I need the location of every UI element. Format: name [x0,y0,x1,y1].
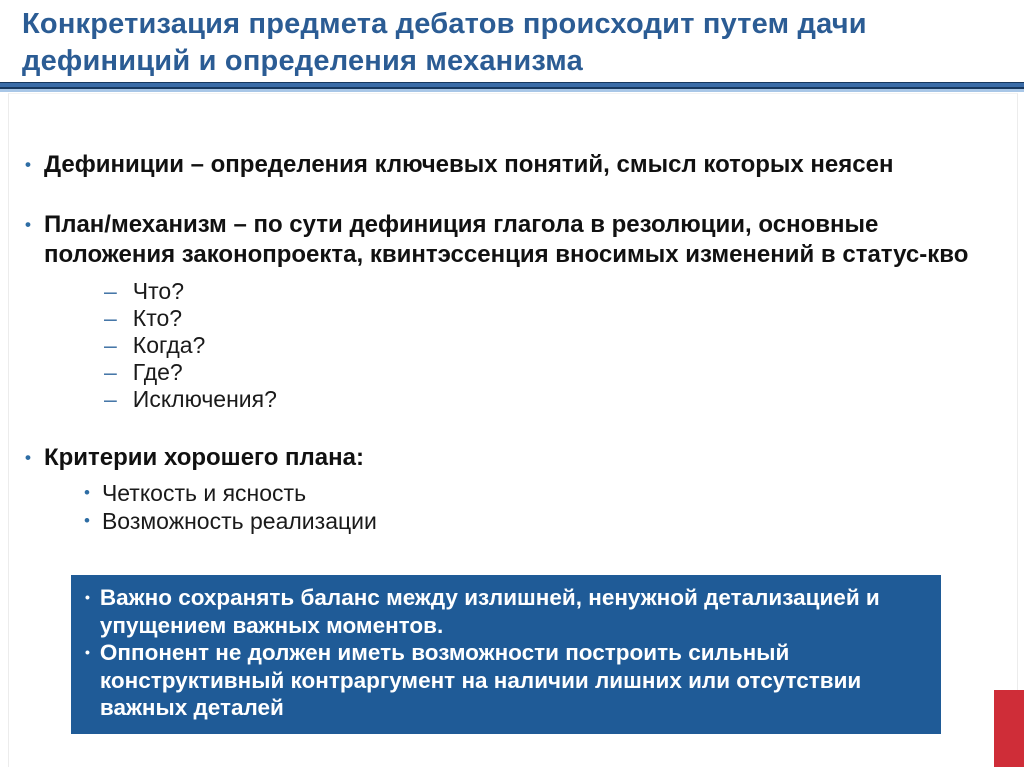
red-accent-bar [994,690,1024,767]
dash-item-text: Кто? [132,305,183,331]
bullet-item [25,210,987,270]
bullet-icon: • [25,155,31,174]
dash-icon: – [104,359,117,385]
bullet-item [25,443,987,473]
dash-list [104,278,1017,413]
dash-item-text: Где? [132,359,183,385]
bullet-item [25,150,987,180]
dash-item [104,305,1017,332]
bullet-text: План/механизм – по сути дефиниция глагола в резолюции, основные положения законопроекта, квинтэссенция вносимых изменений в статус-кво [43,211,969,268]
dash-item-text: Когда? [132,332,206,358]
slide-title: Конкретизация предмета дебатов происходит путем дачи дефиниций и определения механизма [22,8,867,77]
bullet-icon: • [84,511,90,530]
callout-text: Оппонент не должен иметь возможности построить сильный конструктивный контраргумент на наличии лишних или отсутствии важных деталей [99,640,862,720]
dash-item [104,278,1017,305]
bullet-text: Дефиниции – определения ключевых понятий, смысл которых неясен [43,151,894,178]
sub-bullet-item [84,479,1017,507]
dash-item [104,332,1017,359]
bullet-icon: • [85,644,90,660]
dash-icon: – [104,278,117,304]
bullet-text: Критерии хорошего плана: [43,444,364,471]
dash-item [104,386,1017,413]
sub-bullet-text: Возможность реализации [101,508,377,534]
dash-icon: – [104,386,117,412]
callout-item [85,639,917,722]
callout-text: Важно сохранять баланс между излишней, ненужной детализацией и упущением важных моментов. [99,585,880,638]
bullet-icon: • [25,215,31,234]
callout-item [85,584,917,639]
slide-body [8,93,1018,767]
callout-box [71,575,941,734]
bullet-icon: • [84,483,90,502]
dash-item-text: Что? [132,278,184,304]
dash-item [104,359,1017,386]
sub-bullet-list [84,479,1017,535]
dash-icon: – [104,305,117,331]
sub-bullet-text: Четкость и ясность [101,480,307,506]
bullet-icon: • [25,448,31,467]
dash-icon: – [104,332,117,358]
title-separator [0,82,1024,92]
bullet-icon: • [85,589,90,605]
sub-bullet-item [84,507,1017,535]
dash-item-text: Исключения? [132,386,277,412]
